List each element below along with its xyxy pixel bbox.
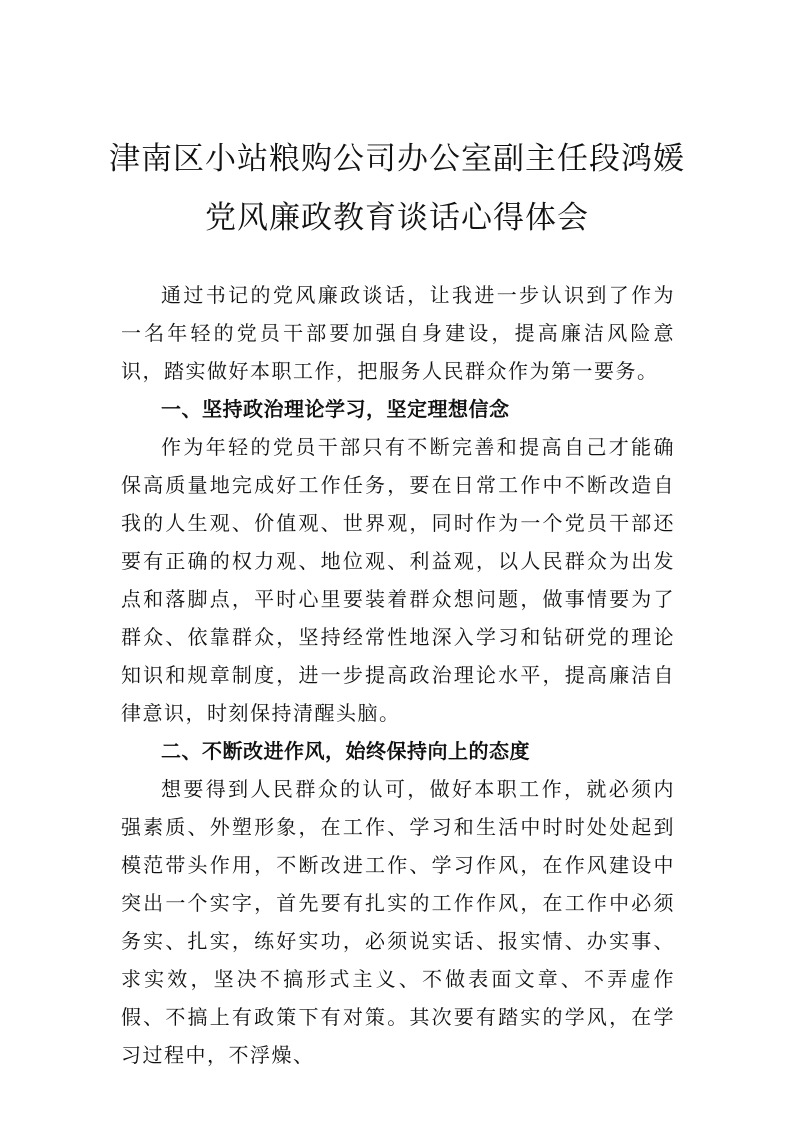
section-2-paragraph: 想要得到人民群众的认可，做好本职工作，就必须内强素质、外塑形象，在工作、学习和生活中时时处处起到模范带头作用，不断改进工作、学习作风，在作风建设中突出一个实字，首先要有扎实的工作作风，在工作中必须务实、扎实，练好实功，必须说实话、报实情、办实事、求实效，坚决不搞形式主义、不做表面文章、不弄虚作假、不搞上有政策下有对策。其次要有踏实的学风，在学习过程中，不浮燥、 <box>121 777 675 1067</box>
document-title-line-2: 党风廉政教育谈话心得体会 <box>205 200 589 236</box>
section-1-heading: 一、坚持政治理论学习，坚定理想信念 <box>161 397 510 421</box>
document-body <box>121 276 675 1074</box>
section-2-heading: 二、不断改进作风，始终保持向上的态度 <box>161 739 530 763</box>
document-title-line-1: 津南区小站粮购公司办公室副主任段鸿媛 <box>109 141 685 177</box>
intro-paragraph: 通过书记的党风廉政谈话，让我进一步认识到了作为一名年轻的党员干部要加强自身建设，提高廉洁风险意识，踏实做好本职工作，把服务人民群众作为第一要务。 <box>121 283 675 383</box>
section-1-paragraph: 作为年轻的党员干部只有不断完善和提高自己才能确保高质量地完成好工作任务，要在日常工作中不断改造自我的人生观、价值观、世界观，同时作为一个党员干部还要有正确的权力观、地位观、利益观，以人民群众为出发点和落脚点，平时心里要装着群众想问题，做事情要为了群众、依靠群众，坚持经常性地深入学习和钻研党的理论知识和规章制度，进一步提高政治理论水平，提高廉洁自律意识，时刻保持清醒头脑。 <box>121 435 675 725</box>
